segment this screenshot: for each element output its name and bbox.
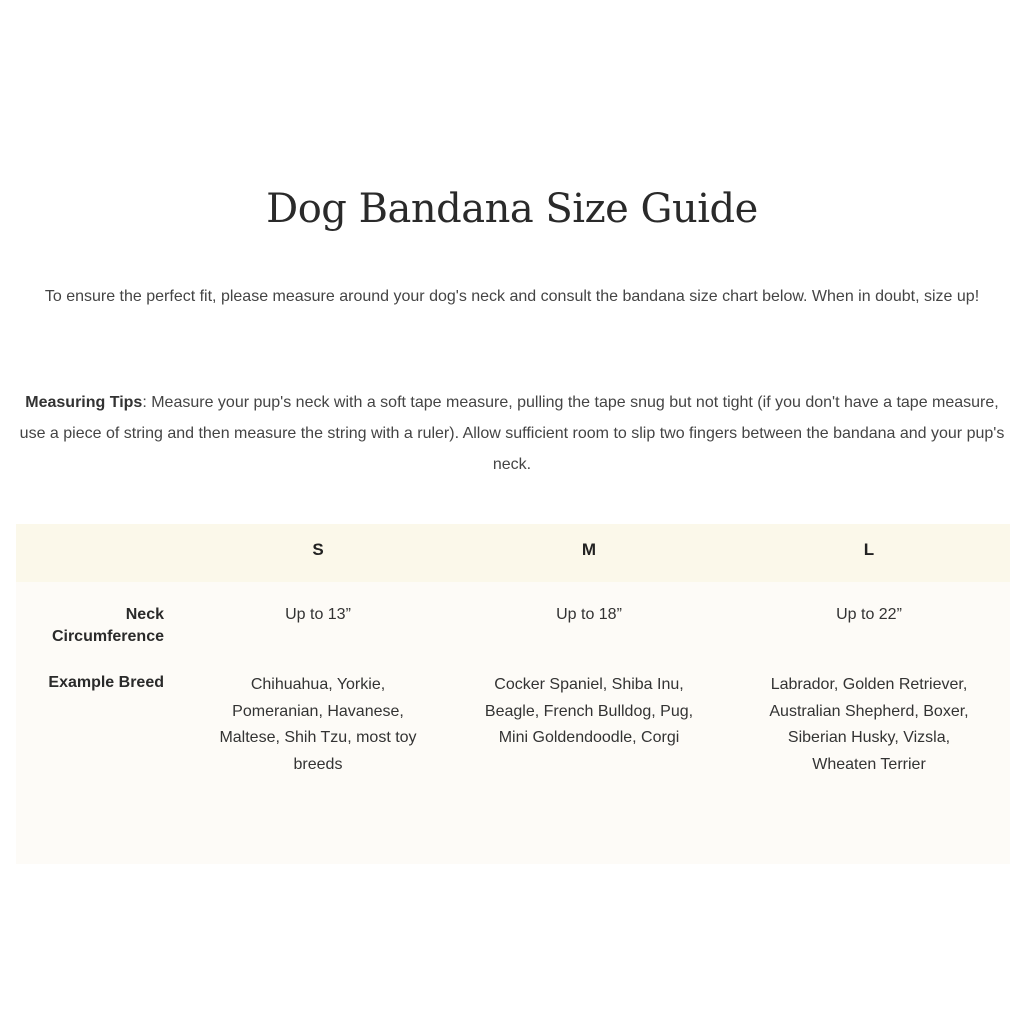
- column-header-l: L: [863, 540, 875, 559]
- row-label-neck-circumference: Neck Circumference: [51, 606, 164, 645]
- cell-breed-m: Cocker Spaniel, Shiba Inu, Beagle, French Bulldog, Pug, Mini Goldendoodle, Corgi: [484, 676, 694, 746]
- measuring-tips-label: Measuring Tips: [25, 394, 143, 411]
- cell-neck-m: Up to 18”: [556, 606, 622, 623]
- size-chart-table: [16, 524, 1010, 864]
- row-label-example-breed: Example Breed: [48, 674, 164, 691]
- column-header-s: S: [312, 540, 324, 559]
- measuring-tips-text: : Measure your pup's neck with a soft tape measure, pulling the tape snug but not tight (if you don't have a tape measure, use a piece of string and then measure the string with a ruler). Allow sufficient room to slip two fingers between the bandana and your pup's neck.: [19, 394, 1005, 473]
- cell-neck-s: Up to 13”: [285, 606, 351, 623]
- size-chart-header: [16, 524, 1010, 582]
- column-header-m: M: [581, 540, 597, 559]
- cell-neck-l: Up to 22”: [836, 606, 902, 623]
- intro-text: To ensure the perfect fit, please measure around your dog's neck and consult the bandana size chart below. When in doubt, size up!: [44, 288, 980, 305]
- cell-breed-l: Labrador, Golden Retriever, Australian Shepherd, Boxer, Siberian Husky, Vizsla, Wheaten Terrier: [769, 676, 969, 773]
- page-title: Dog Bandana Size Guide: [266, 186, 758, 232]
- measuring-tips: [14, 387, 1010, 480]
- cell-breed-s: Chihuahua, Yorkie, Pomeranian, Havanese, Maltese, Shih Tzu, most toy breeds: [219, 676, 417, 773]
